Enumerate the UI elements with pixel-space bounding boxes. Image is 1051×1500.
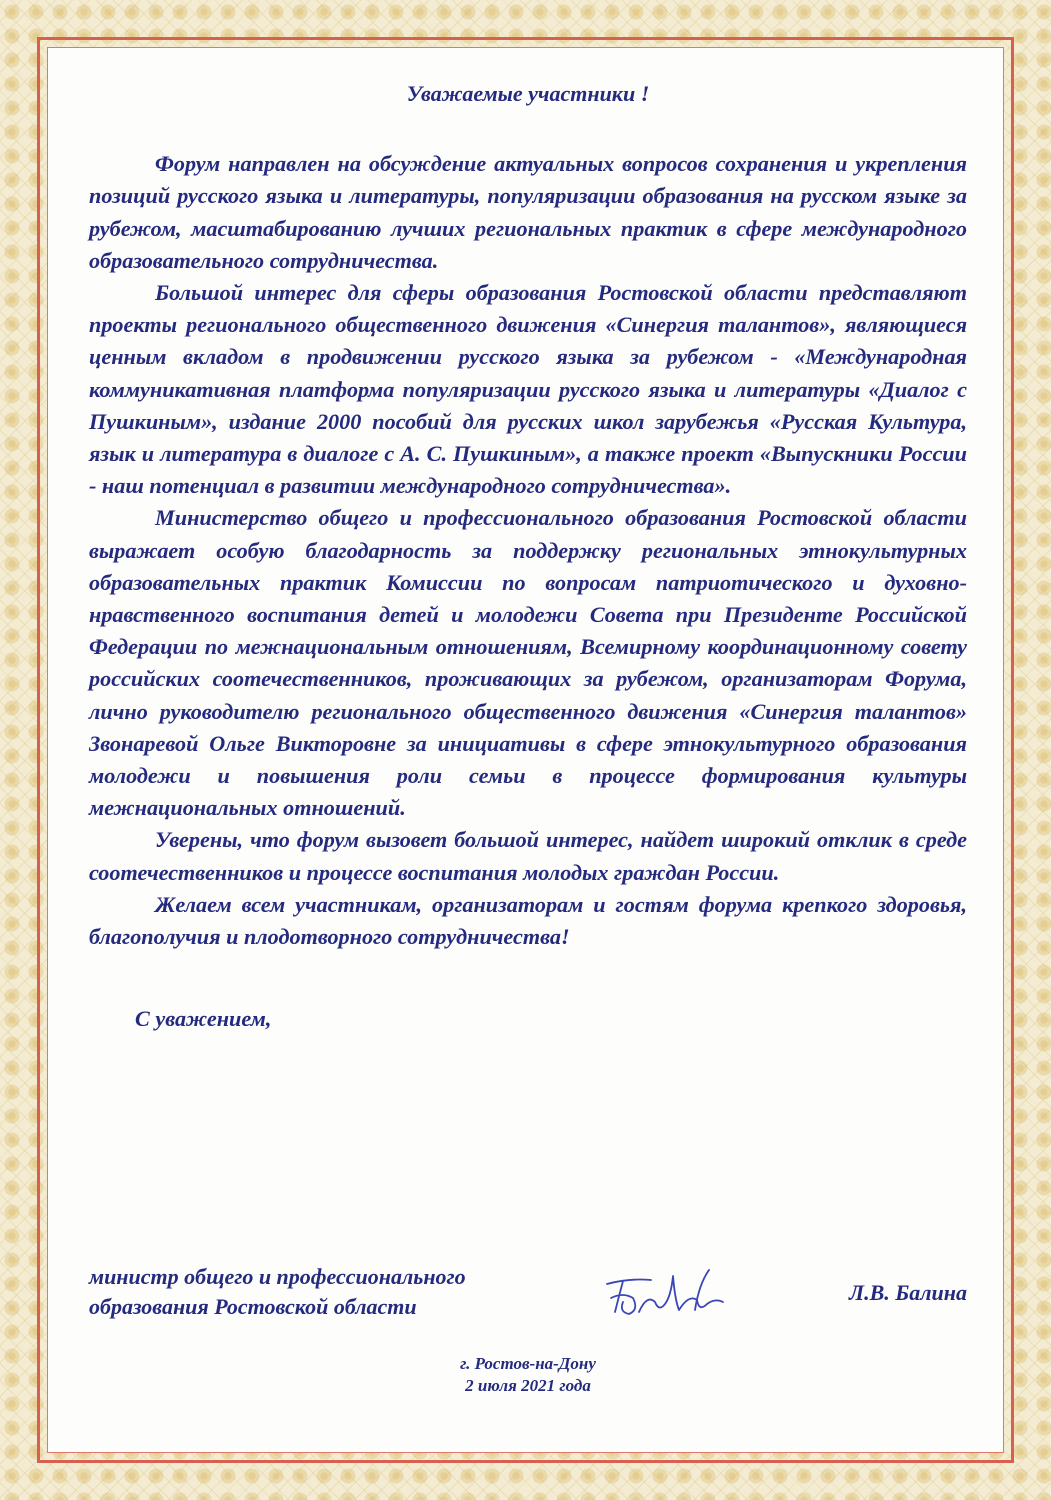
signer-position-line-1: министр общего и профессионального	[89, 1264, 466, 1289]
closing: С уважением,	[135, 1006, 272, 1032]
signer-position	[89, 1262, 589, 1322]
signer-name: Л.В. Балина	[849, 1280, 967, 1305]
signature-block	[89, 1262, 967, 1326]
handwritten-signature-icon	[599, 1254, 749, 1324]
place-and-date	[89, 1353, 967, 1397]
paragraph-wishes: Желаем всем участникам, организаторам и гостям форума крепкого здоровья, благополучия и плодотворного сотрудничества!	[89, 891, 967, 950]
paragraph-forum-purpose: Форум направлен на обсуждение актуальных вопросов сохранения и укрепления позиций русского языка и литературы, популяризации образования на русском языке за рубежом, масштабированию лучших региональных практик в сфере международного образовательного сотрудничества.	[89, 151, 967, 273]
paragraph-confidence: Уверены, что форум вызовет большой интерес, найдет широкий отклик в среде соотечественников и процессе воспитания молодых граждан России.	[89, 827, 967, 885]
date: 2 июля 2021 года	[465, 1376, 591, 1395]
letter-body	[89, 78, 967, 1035]
paragraph-projects: Большой интерес для сферы образования Ростовской области представляют проекты регионального общественного движения «Синергия талантов», являющиеся ценным вкладом в продвижении русского языка за рубежом - «Международная коммуникативная платформа популяризации русского языка и литературы «Диалог с Пушкиным», издание 2000 пособий для русских школ зарубежья «Русская Культура, язык и литература в диалоге с А. С. Пушкиным», а также проект «Выпускники России - наш потенциал в развитии международного сотрудничества».	[89, 280, 967, 499]
signer-position-line-2: образования Ростовской области	[89, 1294, 417, 1319]
greeting: Уважаемые участники !	[406, 81, 650, 106]
paragraph-gratitude: Министерство общего и профессионального образования Ростовской области выражает особую благодарность за поддержку региональных этнокультурных образовательных практик Комиссии по вопросам патриотического и духовно-нравственного воспитания детей и молодежи Совета при Президенте Российской Федерации по межнациональным отношениям, Всемирному координационному совету российских соотечественников, проживающих за рубежом, организаторам Форума, лично руководителю регионального общественного движения «Синергия талантов» Звонаревой Ольге Викторовне за инициативы в сфере этнокультурного образования молодежи и повышения роли семьи в процессе формирования культуры межнациональных отношений.	[89, 505, 967, 821]
city: г. Ростов-на-Дону	[460, 1354, 596, 1373]
